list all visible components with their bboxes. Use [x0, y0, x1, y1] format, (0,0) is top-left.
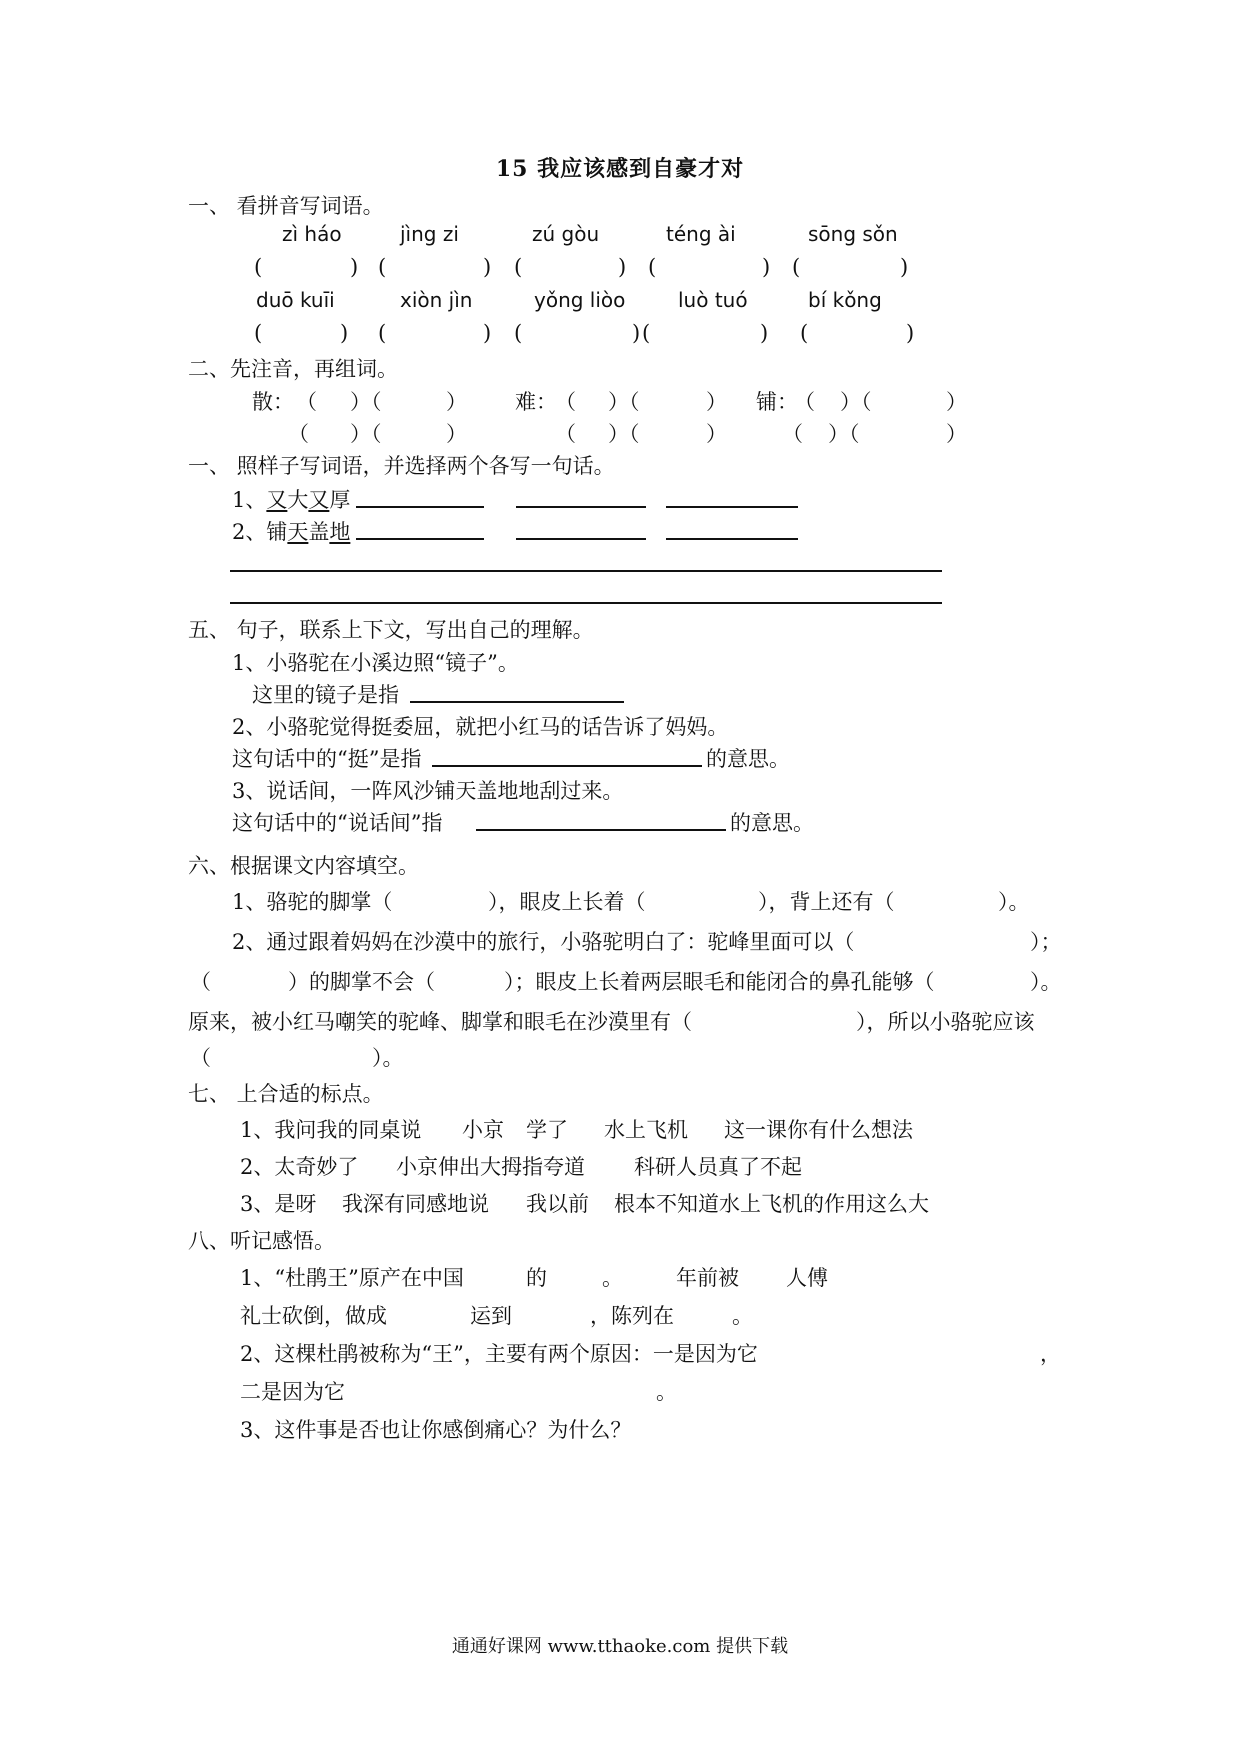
- pinyin-item: bí kǒng: [808, 288, 882, 312]
- example-word-2: [232, 516, 350, 546]
- pinyin-item: duō kuīi: [256, 288, 335, 312]
- listen-text: 二是因为它: [240, 1380, 345, 1404]
- q5-2-prompt: 这句话中的“挺”是指: [232, 747, 422, 771]
- item-number: 1、: [232, 488, 267, 512]
- listen-text: 。: [732, 1304, 753, 1328]
- q5-2: 2、小骆驼觉得挺委屈，就把小红马的话告诉了妈妈。: [232, 715, 729, 739]
- punct-text: 3、是呀: [240, 1192, 317, 1216]
- q5-3-suffix: 的意思。: [730, 811, 814, 835]
- item-number: 2、: [232, 520, 267, 544]
- fill-text: （: [190, 970, 211, 994]
- listen-text: 运到: [470, 1304, 512, 1328]
- section5-heading: 五、 句子，联系上下文，写出自己的理解。: [188, 618, 594, 642]
- footer-credit: 通通好课网 www.tthaoke.com 提供下载: [451, 1636, 789, 1657]
- fill-text: ）。: [998, 890, 1030, 914]
- section2-heading: 二、先注音，再组词。: [188, 357, 398, 381]
- fill-text: ），所以小骆驼应该: [856, 1010, 1035, 1034]
- pinyin-item: luò tuó: [678, 288, 748, 312]
- pinyin-item: xiòn jìn: [400, 288, 473, 312]
- answer-line: [356, 538, 484, 540]
- q5-3-prompt: 这句话中的“说话间”指: [232, 811, 443, 835]
- answer-line: [516, 506, 646, 508]
- answer-line: [516, 538, 646, 540]
- punct-text: 我深有同感地说: [342, 1192, 489, 1216]
- fill-text: ）的脚掌不会（: [288, 970, 435, 994]
- pattern-char: 地: [329, 520, 351, 544]
- listen-text: 年前被: [676, 1266, 739, 1290]
- section1-heading: 一、 看拼音写词语。: [188, 194, 384, 218]
- answer-line: [432, 765, 702, 767]
- q5-1-prompt: 这里的镜子是指: [252, 683, 399, 707]
- punct-text: 这一课你有什么想法: [724, 1118, 913, 1142]
- listen-text: 1、“杜鹃王”原产在中国: [240, 1266, 464, 1290]
- worksheet-title: 15 我应该感到自豪才对: [495, 156, 745, 182]
- punct-text: 2、太奇妙了: [240, 1155, 359, 1179]
- answer-line: [410, 701, 624, 703]
- listen-text: 的: [526, 1266, 547, 1290]
- pinyin-item: téng ài: [666, 222, 736, 246]
- listen-text: 。: [602, 1266, 623, 1290]
- pinyin-item: sōng sǒn: [808, 222, 898, 246]
- punct-text: 我以前: [526, 1192, 589, 1216]
- q5-1: 1、小骆驼在小溪边照“镜子”。: [232, 651, 519, 675]
- pattern-char: 天: [287, 520, 309, 544]
- listen-text: ，陈列在: [590, 1304, 674, 1328]
- sentence-line: [230, 570, 942, 572]
- answer-line: [476, 829, 726, 831]
- punct-text: 小京: [462, 1118, 504, 1142]
- pattern-char: 盖: [308, 520, 330, 544]
- char-san: 散：: [252, 390, 294, 414]
- sentence-line: [230, 602, 942, 604]
- fill-text: ），背上还有（: [758, 890, 895, 914]
- listen-text: 2、这棵杜鹃被称为“王”，主要有两个原因：一是因为它: [240, 1342, 758, 1366]
- punct-text: 水上飞机: [604, 1118, 688, 1142]
- punct-text: 学了: [526, 1118, 568, 1142]
- fill-text: ），眼皮上长着（: [488, 890, 646, 914]
- pinyin-item: jìng zi: [400, 222, 459, 246]
- listen-text: 人傅: [786, 1266, 828, 1290]
- worksheet-page: 15 我应该感到自豪才对 一、 看拼音写词语。 zì háo jìng zi zú gòu téng ài sōng sǒn ( ) ( ) ( ) ( ) ( ) duō kuīi xiòn jìn yǒng liòo luò tuó bí kǒng ( ) ( ) ( ) ( ) ( ) 二、先注音，再组词。 散： （ ）（ ） 难： （ ）（ ） 铺： （ ）（ ） （ ）（ ） （ ）（ ） （ ）（ ） 一、 照样子写词语，并选择两个各写一句话。 1、又大又厚 2、铺天盖地 五、 句子，联系上下文，写出自己的理解。 1、小骆驼在小溪边照“镜子”。 这里的镜子是指 2、小骆驼觉得挺委屈，就把小红马的话告诉了妈妈。 这句话中的“挺”是指 的意思。 3、说话间，一阵风沙铺天盖地地刮过来。 这句话中的“说话间”指 的意思。 六、根据课文内容填空。 1、骆驼的脚掌（ ），眼皮上长着（ ），背上还有（ ）。 2、通过跟着妈妈在沙漠中的旅行，小骆驼明白了：驼峰里面可以（ ）； （ ）的脚掌不会（ ）；眼皮上长着两层眼毛和能闭合的鼻孔能够（ ）。 原来，被小红马嘲笑的驼峰、脚掌和眼毛在沙漠里有（ ），所以小骆驼应该 （ ）。 七、 上合适的标点。 1、我问我的同桌说 小京 学了 水上飞机 这一课你有什么想法 2、太奇妙了 小京伸出大拇指夸道 科研人员真了不起 3、是呀 我深有同感地说 我以前 根本不知道水上飞机的作用这么大 八、听记感悟。 1、“杜鹃王”原产在中国 的 。 年前被 人傅 礼士砍倒，做成 运到 ，陈列在 。 2、这棵杜鹃被称为“王”，主要有两个原因：一是因为它 ， 二是因为它 。 3、这件事是否也让你感倒痛心？为什么？ 通通好课网 www.tthaoke.com 提供下载: [0, 0, 1240, 1754]
- fill-text: ）。: [1030, 970, 1062, 994]
- punct-text: 1、我问我的同桌说: [240, 1118, 422, 1142]
- fill-text: ）；眼皮上长着两层眼毛和能闭合的鼻孔能够（: [504, 970, 935, 994]
- punct-text: 小京伸出大拇指夸道: [396, 1155, 585, 1179]
- section7-heading: 七、 上合适的标点。: [188, 1082, 384, 1106]
- answer-line: [666, 506, 798, 508]
- section3-heading: 一、 照样子写词语，并选择两个各写一句话。: [188, 454, 615, 478]
- example-word-1: [232, 484, 350, 514]
- pinyin-item: yǒng liòo: [534, 288, 626, 312]
- fill-text: 原来，被小红马嘲笑的驼峰、脚掌和眼毛在沙漠里有（: [188, 1010, 692, 1034]
- pattern-char: 大: [287, 488, 309, 512]
- fill-text: 1、骆驼的脚掌（: [232, 890, 393, 914]
- q5-3: 3、说话间，一阵风沙铺天盖地地刮过来。: [232, 779, 624, 803]
- fill-text: 2、通过跟着妈妈在沙漠中的旅行，小骆驼明白了：驼峰里面可以（: [232, 930, 855, 954]
- section8-heading: 八、听记感悟。: [188, 1229, 335, 1253]
- listen-text: ，: [1040, 1342, 1061, 1366]
- pinyin-item: zú gòu: [532, 222, 600, 246]
- pattern-char: 又: [266, 488, 288, 512]
- q5-2-suffix: 的意思。: [706, 747, 790, 771]
- listen-text: 。: [656, 1380, 677, 1404]
- char-nan: 难：: [515, 390, 557, 414]
- pattern-char: 厚: [329, 488, 351, 512]
- section6-heading: 六、根据课文内容填空。: [188, 854, 419, 878]
- char-pu: 铺：: [756, 390, 798, 414]
- listen-line-5: 3、这件事是否也让你感倒痛心？为什么？: [240, 1418, 632, 1442]
- punct-text: 根本不知道水上飞机的作用这么大: [614, 1192, 929, 1216]
- fill-text: ）；: [1030, 930, 1062, 954]
- pattern-char: 又: [308, 488, 330, 512]
- punct-text: 科研人员真了不起: [634, 1155, 802, 1179]
- listen-text: 礼士砍倒，做成: [240, 1304, 387, 1328]
- answer-line: [666, 538, 798, 540]
- fill-text: （: [190, 1046, 211, 1070]
- pinyin-item: zì háo: [282, 222, 342, 246]
- pattern-char: 铺: [266, 520, 288, 544]
- answer-line: [356, 506, 484, 508]
- fill-text: ）。: [372, 1046, 404, 1070]
